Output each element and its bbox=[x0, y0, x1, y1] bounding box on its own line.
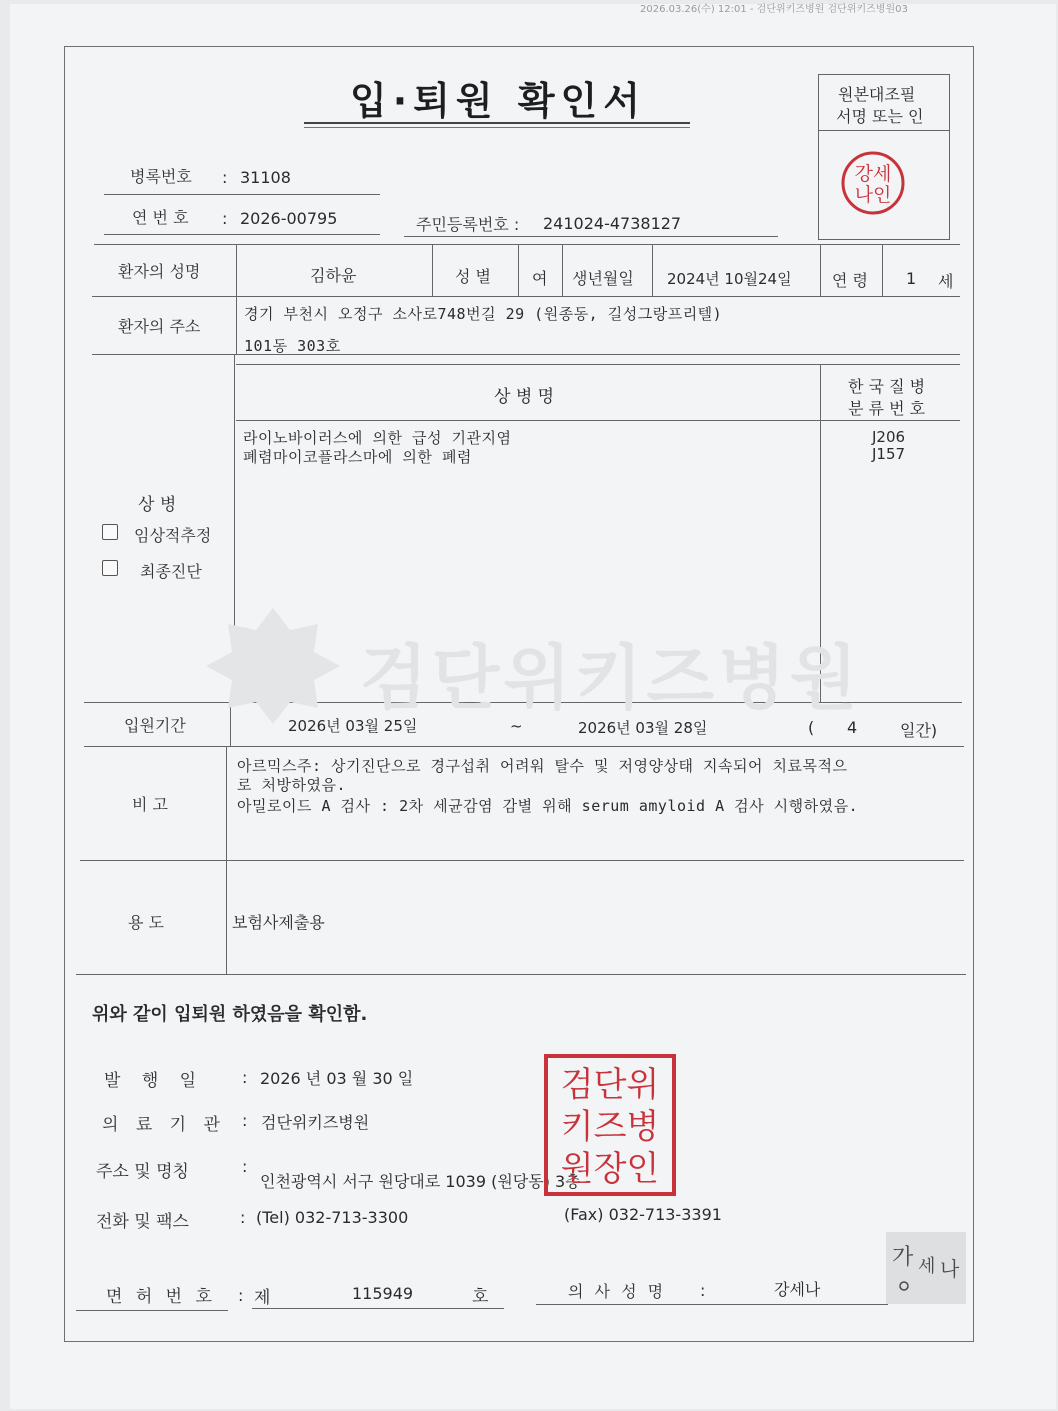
admission-end: 2026년 03월 28일 bbox=[578, 719, 708, 737]
col-divider-sex-value bbox=[518, 244, 519, 296]
license-prefix: 제 bbox=[254, 1288, 271, 1308]
row-divider-admission bbox=[84, 746, 964, 747]
patient-name-label: 환자의 성명 bbox=[118, 262, 201, 281]
document-title: 입·퇴원 확인서 bbox=[350, 79, 646, 123]
remarks-line1: 아르믹스주: 상기진단으로 경구섭취 어려워 탈수 및 저영양상태 지속되어 치료목적으 bbox=[237, 757, 848, 775]
ward-no-value: 31108 bbox=[240, 168, 291, 187]
final-diagnosis-label: 최종진단 bbox=[140, 562, 202, 581]
institution-value: 검단위키즈병원 bbox=[261, 1113, 370, 1132]
col-divider-dob-label bbox=[562, 244, 563, 296]
diagnosis-code-header-1: 한 국 질 병 bbox=[848, 377, 926, 396]
tel-value: (Tel) 032-713-3300 bbox=[256, 1208, 409, 1227]
issue-date-value: 2026 년 03 월 30 일 bbox=[260, 1069, 414, 1088]
table-top-border bbox=[94, 244, 960, 245]
institution-colon: : bbox=[242, 1111, 248, 1130]
sex-label: 성 별 bbox=[455, 267, 491, 286]
address-name-colon: : bbox=[242, 1157, 248, 1176]
address-line2: 101동 303호 bbox=[244, 337, 341, 355]
dob-label: 생년월일 bbox=[572, 269, 634, 288]
row-divider-usage bbox=[76, 974, 966, 975]
doctor-name-underline bbox=[536, 1304, 888, 1305]
row-divider-remarks bbox=[80, 860, 964, 861]
license-number: 115949 bbox=[352, 1284, 414, 1303]
ward-no-label: 병록번호 bbox=[130, 167, 192, 186]
address-label: 환자의 주소 bbox=[118, 317, 201, 336]
handwritten-signature bbox=[888, 1236, 966, 1300]
serial-label: 연 번 호 bbox=[132, 208, 189, 227]
serial-underline bbox=[104, 234, 380, 235]
diagnosis-name-header: 상 병 명 bbox=[494, 387, 555, 407]
resident-no-label: 주민등록번호 : bbox=[416, 215, 520, 234]
sigbox-divider bbox=[818, 130, 949, 131]
sigbox-line2: 서명 또는 인 bbox=[836, 107, 924, 126]
clinical-estimate-label: 임상적추정 bbox=[134, 526, 212, 545]
svg-text:가: 가 bbox=[892, 1245, 914, 1270]
remarks-label: 비 고 bbox=[132, 795, 168, 814]
diagnosis-item-2-code: J157 bbox=[872, 445, 906, 463]
license-suffix: 호 bbox=[472, 1287, 489, 1307]
fax-value: (Fax) 032-713-3391 bbox=[564, 1205, 722, 1224]
row-divider-name bbox=[92, 296, 960, 297]
col-divider-sex-label bbox=[432, 244, 433, 296]
title-underline-thin bbox=[304, 127, 690, 128]
resident-no-value: 241024-4738127 bbox=[543, 214, 682, 233]
hospital-logo-watermark bbox=[198, 600, 348, 730]
license-label: 면 허 번 호 bbox=[106, 1287, 216, 1307]
serial-value: 2026-00795 bbox=[240, 209, 338, 228]
address-line1: 경기 부천시 오정구 소사로748번길 29 (원종동, 길성그랑프리텔) bbox=[244, 305, 723, 323]
age-unit: 세 bbox=[938, 272, 954, 291]
usage-label: 용 도 bbox=[128, 913, 164, 932]
serial-colon: : bbox=[222, 209, 228, 228]
diagnosis-item-1-name: 라이노바이러스에 의한 급성 기관지염 bbox=[243, 429, 512, 447]
license-colon: : bbox=[238, 1286, 244, 1305]
diagnosis-code-header-2: 분 류 번 호 bbox=[848, 399, 926, 418]
phone-fax-label: 전화 및 팩스 bbox=[96, 1212, 189, 1232]
svg-text:원장인: 원장인 bbox=[560, 1149, 660, 1189]
remarks-line3: 아밀로이드 A 검사 : 2차 세균감염 감별 위해 serum amyloid A 검사 시행하였음. bbox=[237, 797, 859, 815]
dob-value: 2024년 10월24일 bbox=[667, 270, 792, 288]
clinical-estimate-checkbox[interactable] bbox=[102, 524, 118, 540]
hospital-name-watermark: 검단위키즈병원 bbox=[360, 637, 862, 719]
phone-fax-colon: : bbox=[240, 1208, 246, 1227]
admission-start: 2026년 03월 25일 bbox=[288, 717, 418, 735]
col-divider-age-value bbox=[882, 244, 883, 296]
institution-label: 의 료 기 관 bbox=[102, 1115, 226, 1135]
ward-no-colon: : bbox=[222, 168, 228, 187]
sex-value: 여 bbox=[532, 269, 548, 288]
hospital-address: 인천광역시 서구 원당대로 1039 (원당동) 3층 bbox=[260, 1172, 581, 1191]
usage-value: 보험사제출용 bbox=[232, 913, 325, 932]
col-divider-label-remarks bbox=[226, 746, 227, 974]
diagnosis-item-1-code: J206 bbox=[872, 428, 906, 446]
svg-text:나: 나 bbox=[940, 1257, 960, 1281]
admission-days: 4 bbox=[847, 718, 858, 737]
address-name-label: 주소 및 명칭 bbox=[96, 1162, 189, 1182]
diagnosis-header-top bbox=[236, 364, 960, 365]
ward-no-underline bbox=[104, 194, 380, 195]
age-label: 연 령 bbox=[832, 271, 868, 290]
issue-date-colon: : bbox=[242, 1068, 248, 1087]
doctor-seal-stamp bbox=[840, 150, 906, 216]
svg-text:검단위: 검단위 bbox=[560, 1065, 660, 1105]
doctor-name-label: 의 사 성 명 bbox=[568, 1282, 667, 1301]
col-divider-label-top bbox=[236, 244, 237, 354]
issue-date-label: 발 행 일 bbox=[104, 1071, 205, 1091]
remarks-line2: 로 처방하였음. bbox=[237, 776, 347, 794]
sigbox-line1: 원본대조필 bbox=[838, 85, 916, 104]
print-header: 2026.03.26(수) 12:01 - 검단위키즈병원 검단위키즈병원03 bbox=[640, 4, 908, 15]
admission-tilde: ~ bbox=[510, 717, 523, 735]
svg-text:나인: 나인 bbox=[854, 184, 892, 206]
title-underline bbox=[304, 122, 690, 124]
doctor-name-value: 강세나 bbox=[774, 1280, 821, 1299]
doctor-name-colon: : bbox=[700, 1281, 706, 1300]
license-value-underline bbox=[252, 1308, 504, 1309]
svg-text:강세: 강세 bbox=[854, 163, 892, 185]
resident-no-underline bbox=[404, 236, 778, 237]
age-value: 1 bbox=[906, 269, 917, 288]
row-divider-address bbox=[92, 354, 960, 355]
diagnosis-header-bottom bbox=[236, 420, 960, 421]
svg-text:키즈병: 키즈병 bbox=[560, 1107, 660, 1147]
svg-text:세: 세 bbox=[918, 1256, 936, 1277]
hospital-director-seal bbox=[540, 1050, 680, 1200]
license-label-underline bbox=[76, 1310, 228, 1311]
admission-label: 입원기간 bbox=[124, 716, 186, 735]
final-diagnosis-checkbox[interactable] bbox=[102, 560, 118, 576]
confirmation-statement: 위와 같이 입퇴원 하였음을 확인함. bbox=[92, 1004, 368, 1025]
col-divider-age-label bbox=[820, 244, 821, 296]
diagnosis-item-2-name: 폐렴마이코플라스마에 의한 폐렴 bbox=[243, 448, 472, 466]
admission-days-unit: 일간) bbox=[900, 721, 938, 740]
admission-paren: ( bbox=[808, 718, 815, 737]
diagnosis-section-label: 상 병 bbox=[138, 495, 177, 515]
col-divider-dob-value bbox=[652, 244, 653, 296]
patient-name-value: 김하윤 bbox=[310, 266, 357, 285]
